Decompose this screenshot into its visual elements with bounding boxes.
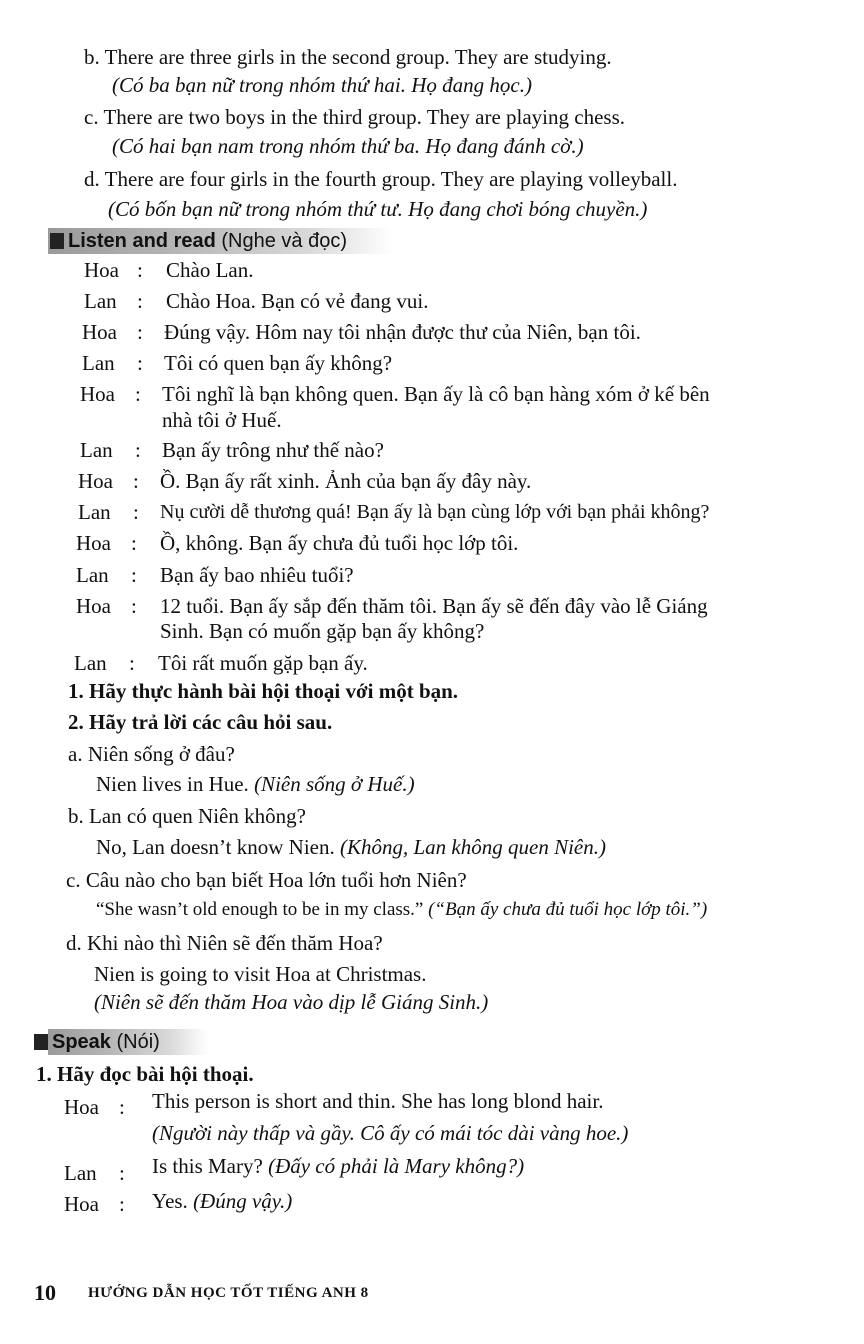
dialogue-line: Ồ. Bạn ấy rất xinh. Ảnh của bạn ấy đây này. [160,469,532,493]
dialogue-line-continued: Sinh. Bạn có muốn gặp bạn ấy không? [160,619,485,643]
dialogue-line: Bạn ấy trông như thế nào? [162,438,384,462]
question-a: a. Niên sống ở đâu? [68,742,235,766]
book-title: HƯỚNG DẪN HỌC TỐT TIẾNG ANH 8 [88,1285,369,1301]
dialogue-speaker: Hoa [78,469,113,493]
listen-section-title: Listen and read (Nghe và đọc) [50,228,347,254]
dialogue-line: Tôi có quen bạn ấy không? [164,351,393,375]
dialogue-speaker: Lan [80,438,113,462]
dialogue-speaker: Hoa [64,1192,99,1216]
dialogue-speaker: Lan [74,651,107,675]
exercise-item-c-translation: (Có hai bạn nam trong nhóm thứ ba. Họ đang đánh cờ.) [112,134,584,158]
dialogue-speaker: Hoa [84,258,119,282]
dialogue-speaker: Hoa [82,320,117,344]
exercise-item-b: b. There are three girls in the second group. They are studying. [84,45,612,69]
answer-d: Nien is going to visit Hoa at Christmas. [94,962,427,986]
question-b: b. Lan có quen Niên không? [68,804,306,828]
dialogue-speaker: Lan [82,351,115,375]
dialogue-line-continued: nhà tôi ở Huế. [162,408,282,432]
dialogue-speaker: Hoa [76,594,111,618]
dialogue-speaker: Hoa [64,1095,99,1119]
dialogue-speaker: Lan [84,289,117,313]
dialogue-line: 12 tuổi. Bạn ấy sắp đến thăm tôi. Bạn ấy sẽ đến đây vào lễ Giáng [160,594,708,618]
exercise-item-c: c. There are two boys in the third group. They are playing chess. [84,105,625,129]
dialogue-line: This person is short and thin. She has long blond hair. [152,1089,604,1113]
dialogue-speaker: Lan [64,1161,97,1185]
speak-section-title: Speak (Nói) [34,1029,160,1055]
dialogue-line: Is this Mary? (Đấy có phải là Mary không?) [152,1154,525,1178]
dialogue-line: Đúng vậy. Hôm nay tôi nhận được thư của Niên, bạn tôi. [164,320,641,344]
page-number: 10 [34,1280,56,1305]
exercise-item-d-translation: (Có bốn bạn nữ trong nhóm thứ tư. Họ đang chơi bóng chuyền.) [108,197,648,221]
dialogue-line: Nụ cười dễ thương quá! Bạn ấy là bạn cùng lớp với bạn phải không? [160,501,710,523]
dialogue-speaker: Hoa [80,382,115,406]
question-d: d. Khi nào thì Niên sẽ đến thăm Hoa? [66,931,383,955]
dialogue-line: Chào Hoa. Bạn có vẻ đang vui. [166,289,429,313]
answer-d-translation: (Niên sẽ đến thăm Hoa vào dịp lễ Giáng Sinh.) [94,990,489,1014]
exercise-item-d: d. There are four girls in the fourth group. They are playing volleyball. [84,167,678,191]
dialogue-line: Bạn ấy bao nhiêu tuổi? [160,563,354,587]
dialogue-line: Chào Lan. [166,258,254,282]
section-marker-icon [34,1034,48,1050]
listen-task-2: 2. Hãy trả lời các câu hỏi sau. [68,710,333,734]
listen-task-1: 1. Hãy thực hành bài hội thoại với một bạn. [68,679,459,703]
dialogue-line: Ồ, không. Bạn ấy chưa đủ tuổi học lớp tôi. [160,531,519,555]
dialogue-line: Tôi nghĩ là bạn không quen. Bạn ấy là cô bạn hàng xóm ở kế bên [162,382,710,406]
speak-task-1: 1. Hãy đọc bài hội thoại. [36,1062,254,1086]
exercise-item-b-translation: (Có ba bạn nữ trong nhóm thứ hai. Họ đang học.) [112,73,532,97]
answer-b: No, Lan doesn’t know Nien. (Không, Lan không quen Niên.) [96,835,606,859]
dialogue-line: Tôi rất muốn gặp bạn ấy. [158,651,368,675]
dialogue-speaker: Lan [78,500,111,524]
dialogue-line: Yes. (Đúng vậy.) [152,1189,293,1213]
dialogue-line-translation: (Người này thấp và gầy. Cô ấy có mái tóc dài vàng hoe.) [152,1121,629,1145]
question-c: c. Câu nào cho bạn biết Hoa lớn tuổi hơn Niên? [66,868,467,892]
dialogue-speaker: Lan [76,563,109,587]
section-marker-icon [50,233,64,249]
answer-c: “She wasn’t old enough to be in my class.” (“Bạn ấy chưa đủ tuổi học lớp tôi.”) [96,899,708,920]
dialogue-speaker: Hoa [76,531,111,555]
answer-a: Nien lives in Hue. (Niên sống ở Huế.) [96,772,415,796]
